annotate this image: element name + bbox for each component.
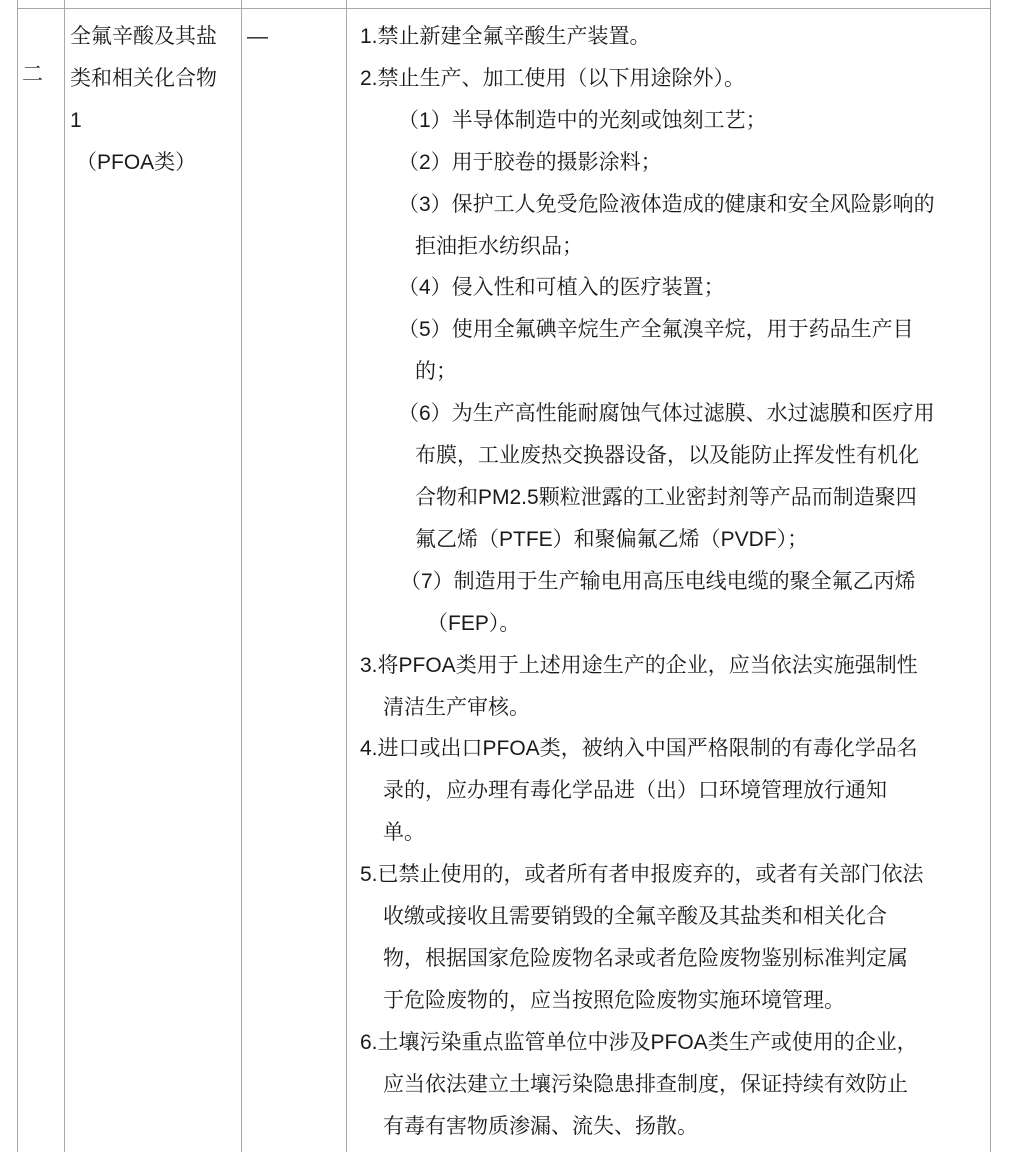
requirement-line: （7）制造用于生产输电用高压电线电缆的聚全氟乙丙烯 <box>400 569 916 593</box>
requirement-line: 收缴或接收且需要销毁的全氟辛酸及其盐类和相关化合 <box>383 905 887 929</box>
name-line: 类和相关化合物 <box>70 66 217 90</box>
name-line: 1 <box>70 108 82 132</box>
requirement-line: 清洁生产审核。 <box>383 695 530 719</box>
requirement-line: 的； <box>415 360 457 384</box>
requirement-line: 物，根据国家危险废物名录或者危险废物鉴别标准判定属 <box>383 946 908 970</box>
column-divider <box>64 0 65 1152</box>
requirement-line: 5.已禁止使用的，或者所有者申报废弃的，或者有关部门依法 <box>360 863 924 887</box>
requirement-line: （2）用于胶卷的摄影涂料； <box>398 150 662 174</box>
requirement-line: 2.禁止生产、加工使用（以下用途除外）。 <box>360 66 746 90</box>
requirement-line: （5）使用全氟碘辛烷生产全氟溴辛烷，用于药品生产目 <box>398 318 914 342</box>
name-line: （PFOA类） <box>76 150 197 174</box>
requirement-line: 1.禁止新建全氟辛酸生产装置。 <box>360 25 651 48</box>
requirement-line: （4）侵入性和可植入的医疗装置； <box>398 276 725 300</box>
requirement-line: （6）为生产高性能耐腐蚀气体过滤膜、水过滤膜和医疗用 <box>398 402 935 426</box>
row-top-border <box>17 8 990 9</box>
cell-substance-name <box>70 16 217 184</box>
requirement-line: 合物和PM2.5颗粒泄露的工业密封剂等产品而制造聚四 <box>415 485 917 509</box>
requirement-line: 单。 <box>383 821 425 845</box>
cell-requirements <box>360 16 935 1147</box>
column-divider <box>990 0 991 1152</box>
requirement-line: 6.土壤污染重点监管单位中涉及PFOA类生产或使用的企业， <box>360 1030 918 1054</box>
column-divider <box>346 0 347 1152</box>
requirement-line: 3.将PFOA类用于上述用途生产的企业，应当依法实施强制性 <box>360 653 918 677</box>
requirement-line: 应当依法建立土壤污染隐患排查制度，保证持续有效防止 <box>383 1072 908 1096</box>
column-divider <box>17 0 18 1152</box>
requirement-line: 于危险废物的，应当按照危险废物实施环境管理。 <box>383 988 845 1012</box>
requirement-line: （1）半导体制造中的光刻或蚀刻工艺； <box>398 108 767 132</box>
cell-cas: — <box>247 25 268 48</box>
requirement-line: 有毒有害物质渗漏、流失、扬散。 <box>383 1114 698 1138</box>
requirement-line: 氟乙烯（PTFE）和聚偏氟乙烯（PVDF）； <box>415 527 809 551</box>
requirement-line: 录的，应办理有毒化学品进（出）口环境管理放行通知 <box>383 779 887 803</box>
name-line: 全氟辛酸及其盐 <box>70 25 217 48</box>
requirement-line: （3）保护工人免受危险液体造成的健康和安全风险影响的 <box>398 192 935 216</box>
cell-index: 二 <box>22 63 43 86</box>
requirement-line: 4.进口或出口PFOA类，被纳入中国严格限制的有毒化学品名 <box>360 737 918 761</box>
requirement-line: （FEP）。 <box>427 611 521 635</box>
requirement-line: 拒油拒水纺织品； <box>415 234 583 258</box>
column-divider <box>241 0 242 1152</box>
requirement-line: 布膜，工业废热交换器设备，以及能防止挥发性有机化 <box>415 444 919 468</box>
